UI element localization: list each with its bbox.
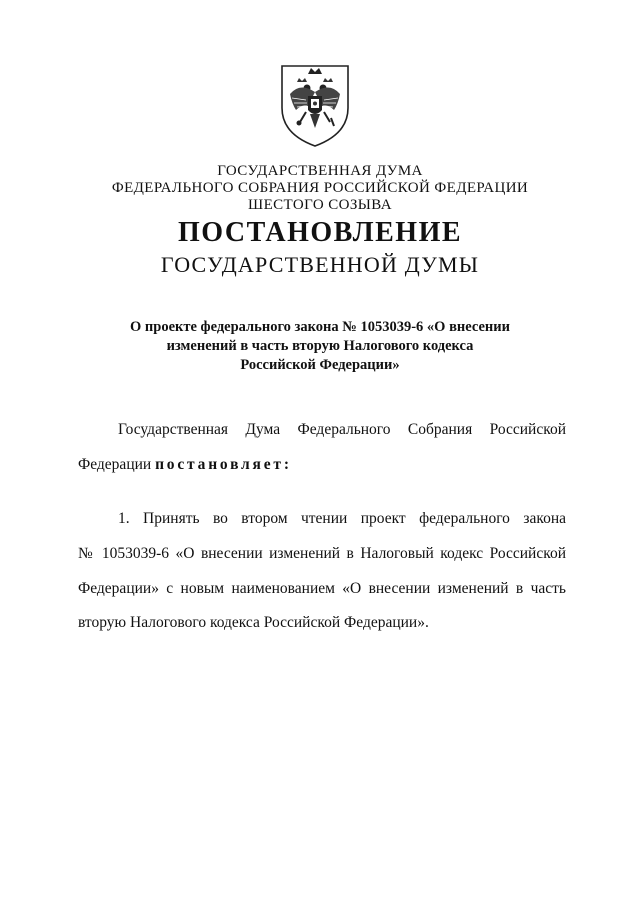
- document-type-subtitle: ГОСУДАРСТВЕННОЙ ДУМЫ: [160, 252, 480, 277]
- preamble-line-1: Государственная Дума Федерального Собрания Российской: [118, 421, 566, 438]
- preamble-start: Федерации: [78, 456, 152, 473]
- item-1-line-4: вторую Налогового кодекса Российской Федерации».: [78, 614, 429, 631]
- resolves-keyword: постановляет:: [155, 456, 292, 473]
- org-name-line-1: ГОСУДАРСТВЕННАЯ ДУМА: [217, 163, 423, 179]
- item-1-line-1: 1. Принять во втором чтении проект федерального закона: [118, 510, 566, 527]
- item-1-line-2: № 1053039-6 «О внесении изменений в Налоговый кодекс Российской: [78, 545, 566, 562]
- document-type-title: ПОСТАНОВЛЕНИЕ: [177, 217, 463, 248]
- coat-of-arms-icon: [270, 52, 360, 148]
- convocation-line: ШЕСТОГО СОЗЫВА: [248, 197, 392, 213]
- preamble-line-2: [78, 456, 292, 474]
- item-1-line-3: Федерации» с новым наименованием «О внесении изменений в часть: [78, 580, 566, 597]
- subject-line-2: изменений в часть вторую Налогового кодекса: [166, 338, 474, 354]
- org-name-line-2: ФЕДЕРАЛЬНОГО СОБРАНИЯ РОССИЙСКОЙ ФЕДЕРАЦИИ: [111, 180, 529, 196]
- subject-line-1: О проекте федерального закона № 1053039-6 «О внесении: [130, 319, 510, 335]
- subject-line-3: Российской Федерации»: [240, 357, 400, 373]
